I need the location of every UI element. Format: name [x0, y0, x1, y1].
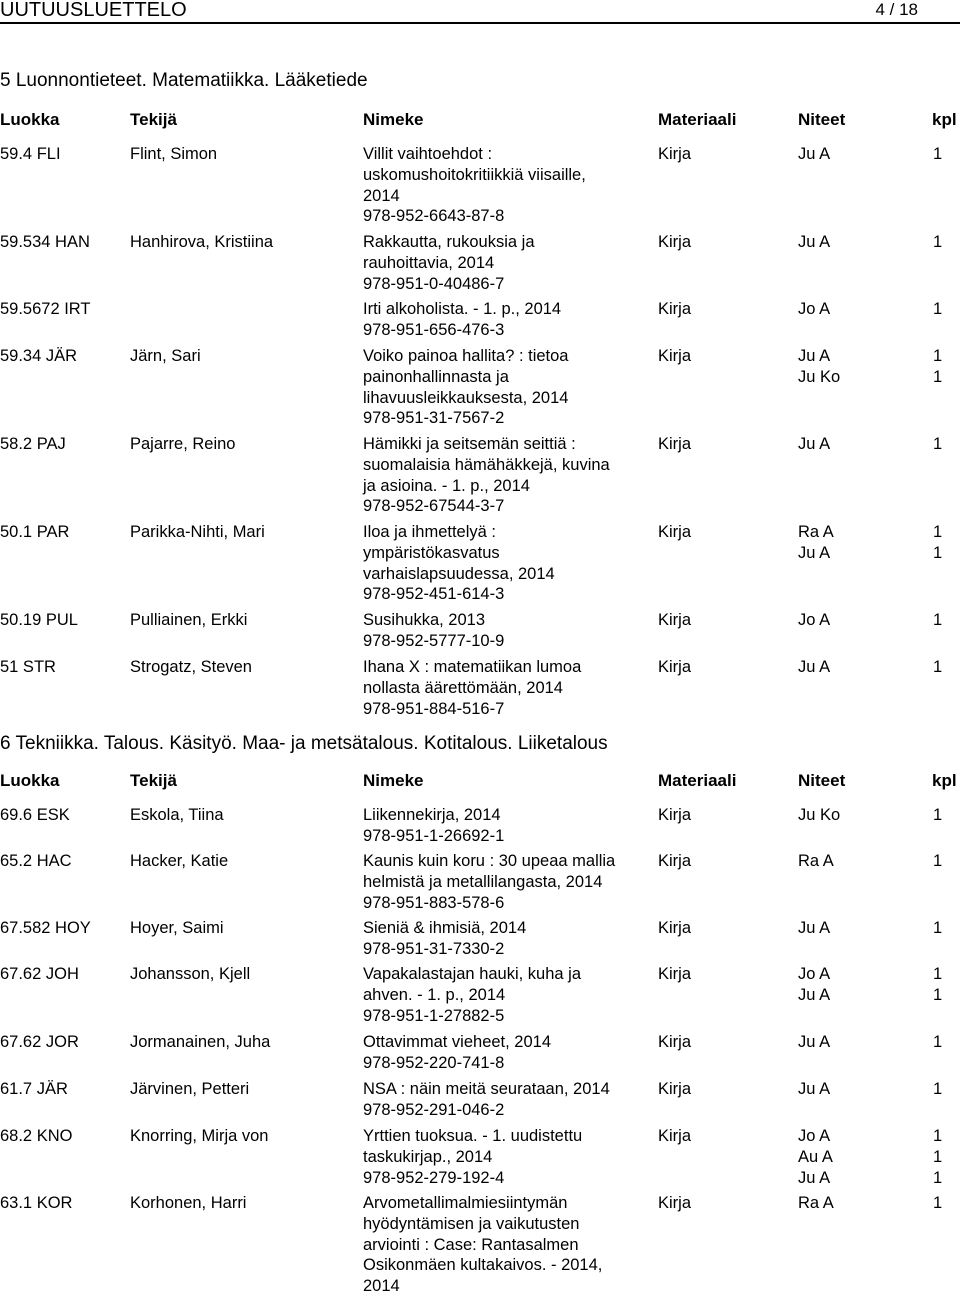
niteet-line: Ra A — [798, 852, 834, 870]
cell-niteet — [798, 851, 868, 872]
nimeke-line: 978-951-1-26692-1 — [363, 826, 505, 845]
nimeke-line: 978-952-67544-3-7 — [363, 497, 505, 516]
nimeke-line: 2014 — [363, 186, 400, 205]
cell-niteet — [798, 299, 868, 320]
table-header — [0, 771, 960, 793]
niteet-line: Ju A — [798, 1033, 831, 1051]
cell-niteet — [798, 522, 868, 564]
cell-kpl — [933, 805, 960, 826]
nimeke-line: 978-951-884-516-7 — [363, 699, 505, 718]
nimeke-line: suomalaisia hämähäkkejä, kuvina — [363, 455, 610, 474]
cell-tekija: Korhonen, Harri — [130, 1194, 247, 1212]
niteet-line: Ra A — [798, 1194, 834, 1212]
niteet-line: Ju A — [798, 985, 831, 1004]
cell-niteet — [798, 346, 868, 388]
nimeke-line: painonhallinnasta ja — [363, 367, 509, 386]
cell-tekija: Knorring, Mirja von — [130, 1127, 269, 1145]
nimeke-line: Sieniä & ihmisiä, 2014 — [363, 919, 527, 937]
niteet-line: Jo A — [798, 965, 831, 983]
cell-nimeke — [363, 232, 648, 294]
nimeke-line: Villit vaihtoehdot : — [363, 145, 493, 163]
cell-luokka: 63.1 KOR — [0, 1194, 73, 1212]
cell-tekija: Eskola, Tiina — [130, 806, 224, 824]
cell-kpl — [933, 1079, 960, 1100]
column-header-niteet: Niteet — [798, 771, 846, 790]
cell-niteet — [798, 805, 868, 826]
kpl-line: 1 — [933, 300, 943, 318]
niteet-line: Ju Ko — [798, 806, 841, 824]
cell-luokka: 59.534 HAN — [0, 233, 90, 251]
cell-tekija: Järvinen, Petteri — [130, 1080, 250, 1098]
cell-materiaali: Kirja — [658, 1194, 692, 1212]
nimeke-line: uskomushoitokritiikkiä viisaille, — [363, 165, 586, 184]
nimeke-line: lihavuusleikkauksesta, 2014 — [363, 388, 569, 407]
nimeke-line: Voiko painoa hallita? : tietoa — [363, 347, 569, 365]
column-header-nimeke: Nimeke — [363, 110, 424, 129]
nimeke-line: Vapakalastajan hauki, kuha ja — [363, 965, 582, 983]
nimeke-line: 978-951-31-7330-2 — [363, 939, 505, 958]
niteet-line: Ju A — [798, 919, 831, 937]
page-number: 4 / 18 — [875, 0, 918, 19]
cell-tekija: Järn, Sari — [130, 347, 201, 365]
cell-kpl — [933, 232, 960, 253]
niteet-line: Ju A — [798, 347, 831, 365]
cell-tekija: Hacker, Katie — [130, 852, 229, 870]
column-header-tekija: Tekijä — [130, 771, 177, 790]
kpl-line: 1 — [933, 233, 943, 251]
kpl-line: 1 — [933, 347, 943, 365]
cell-niteet — [798, 232, 868, 253]
cell-materiaali: Kirja — [658, 347, 692, 365]
nimeke-line: varhaislapsuudessa, 2014 — [363, 564, 555, 583]
cell-niteet — [798, 1032, 868, 1053]
cell-niteet — [798, 1079, 868, 1100]
cell-niteet — [798, 657, 868, 678]
cell-tekija: Pajarre, Reino — [130, 435, 236, 453]
kpl-line: 1 — [933, 543, 943, 562]
cell-kpl — [933, 610, 960, 631]
cell-kpl — [933, 144, 960, 165]
nimeke-line: Kaunis kuin koru : 30 upeaa mallia — [363, 852, 616, 870]
nimeke-line: ja asioina. - 1. p., 2014 — [363, 476, 530, 495]
cell-materiaali: Kirja — [658, 523, 692, 541]
cell-materiaali: Kirja — [658, 233, 692, 251]
kpl-line: 1 — [933, 1147, 943, 1166]
cell-nimeke — [363, 1126, 648, 1188]
cell-nimeke — [363, 144, 648, 227]
cell-kpl — [933, 1032, 960, 1053]
niteet-line: Ju A — [798, 233, 831, 251]
cell-luokka: 67.582 HOY — [0, 919, 91, 937]
kpl-line: 1 — [933, 852, 943, 870]
cell-kpl — [933, 346, 960, 388]
cell-luokka: 61.7 JÄR — [0, 1080, 68, 1098]
kpl-line: 1 — [933, 1168, 943, 1187]
cell-materiaali: Kirja — [658, 300, 692, 318]
cell-materiaali: Kirja — [658, 1127, 692, 1145]
column-header-luokka: Luokka — [0, 771, 60, 790]
nimeke-line: ympäristökasvatus — [363, 543, 500, 562]
cell-tekija: Strogatz, Steven — [130, 658, 252, 676]
cell-luokka: 59.5672 IRT — [0, 300, 91, 318]
kpl-line: 1 — [933, 523, 943, 541]
cell-materiaali: Kirja — [658, 919, 692, 937]
niteet-line: Ju A — [798, 658, 831, 676]
cell-nimeke — [363, 610, 648, 652]
kpl-line: 1 — [933, 965, 943, 983]
section-title: 6 Tekniikka. Talous. Käsityö. Maa- ja metsätalous. Kotitalous. Liiketalous — [0, 733, 608, 754]
cell-materiaali: Kirja — [658, 1033, 692, 1051]
cell-tekija: Jormanainen, Juha — [130, 1033, 271, 1051]
cell-materiaali: Kirja — [658, 965, 692, 983]
kpl-line: 1 — [933, 367, 943, 386]
nimeke-line: helmistä ja metallilangasta, 2014 — [363, 872, 603, 891]
cell-tekija: Parikka-Nihti, Mari — [130, 523, 265, 541]
cell-nimeke — [363, 1193, 648, 1297]
kpl-line: 1 — [933, 435, 943, 453]
nimeke-line: ahven. - 1. p., 2014 — [363, 985, 506, 1004]
cell-nimeke — [363, 1032, 648, 1074]
nimeke-line: Susihukka, 2013 — [363, 611, 486, 629]
cell-materiaali: Kirja — [658, 145, 692, 163]
cell-luokka: 67.62 JOH — [0, 965, 79, 983]
nimeke-line: Rakkautta, rukouksia ja — [363, 233, 535, 251]
nimeke-line: Iloa ja ihmettelyä : — [363, 523, 496, 541]
cell-luokka: 59.4 FLI — [0, 145, 61, 163]
nimeke-line: 978-952-5777-10-9 — [363, 631, 505, 650]
cell-materiaali: Kirja — [658, 806, 692, 824]
cell-niteet — [798, 1126, 868, 1188]
document-title: UUTUUSLUETTELO — [0, 0, 187, 21]
niteet-line: Jo A — [798, 300, 831, 318]
nimeke-line: 978-951-883-578-6 — [363, 893, 505, 912]
nimeke-line: taskukirjap., 2014 — [363, 1147, 493, 1166]
cell-luokka: 59.34 JÄR — [0, 347, 78, 365]
nimeke-line: NSA : näin meitä seurataan, 2014 — [363, 1080, 610, 1098]
kpl-line: 1 — [933, 1080, 943, 1098]
nimeke-line: hyödyntämisen ja vaikutusten — [363, 1214, 580, 1233]
niteet-line: Au A — [798, 1147, 833, 1166]
nimeke-line: 978-951-1-27882-5 — [363, 1006, 505, 1025]
column-header-niteet: Niteet — [798, 110, 846, 129]
cell-luokka: 65.2 HAC — [0, 852, 72, 870]
cell-nimeke — [363, 346, 648, 429]
nimeke-line: Osikonmäen kultakaivos. - 2014, — [363, 1256, 603, 1275]
cell-tekija: Hanhirova, Kristiina — [130, 233, 274, 251]
cell-nimeke — [363, 657, 648, 719]
cell-nimeke — [363, 851, 648, 913]
cell-niteet — [798, 434, 868, 455]
section-title: 5 Luonnontieteet. Matematiikka. Lääketiede — [0, 70, 368, 91]
nimeke-line: Ottavimmat vieheet, 2014 — [363, 1033, 552, 1051]
cell-materiaali: Kirja — [658, 1080, 692, 1098]
nimeke-line: Liikennekirja, 2014 — [363, 806, 501, 824]
kpl-line: 1 — [933, 1127, 943, 1145]
niteet-line: Ju Ko — [798, 367, 841, 386]
nimeke-line: Hämikki ja seitsemän seittiä : — [363, 435, 576, 453]
niteet-line: Jo A — [798, 1127, 831, 1145]
column-header-kpl: kpl — [932, 110, 957, 129]
table-header — [0, 110, 960, 132]
column-header-materiaali: Materiaali — [658, 771, 737, 790]
niteet-line: Ra A — [798, 523, 834, 541]
nimeke-line: Yrttien tuoksua. - 1. uudistettu — [363, 1127, 583, 1145]
cell-tekija: Pulliainen, Erkki — [130, 611, 248, 629]
cell-nimeke — [363, 964, 648, 1026]
nimeke-line: Irti alkoholista. - 1. p., 2014 — [363, 300, 562, 318]
niteet-line: Jo A — [798, 611, 831, 629]
kpl-line: 1 — [933, 145, 943, 163]
cell-luokka: 67.62 JOR — [0, 1033, 79, 1051]
kpl-line: 1 — [933, 1033, 943, 1051]
nimeke-line: 978-952-451-614-3 — [363, 585, 505, 604]
nimeke-line: nollasta äärettömään, 2014 — [363, 678, 563, 697]
kpl-line: 1 — [933, 611, 943, 629]
cell-luokka: 58.2 PAJ — [0, 435, 66, 453]
cell-nimeke — [363, 918, 648, 960]
column-header-materiaali: Materiaali — [658, 110, 737, 129]
cell-niteet — [798, 964, 868, 1006]
cell-kpl — [933, 434, 960, 455]
cell-nimeke — [363, 299, 648, 341]
cell-kpl — [933, 1126, 960, 1188]
column-header-nimeke: Nimeke — [363, 771, 424, 790]
cell-nimeke — [363, 434, 648, 517]
cell-tekija: Johansson, Kjell — [130, 965, 251, 983]
niteet-line: Ju A — [798, 145, 831, 163]
niteet-line: Ju A — [798, 1080, 831, 1098]
cell-nimeke — [363, 522, 648, 605]
cell-kpl — [933, 851, 960, 872]
nimeke-line: 978-952-291-046-2 — [363, 1100, 505, 1119]
cell-luokka: 50.1 PAR — [0, 523, 70, 541]
page-header — [0, 0, 960, 22]
cell-materiaali: Kirja — [658, 852, 692, 870]
cell-materiaali: Kirja — [658, 611, 692, 629]
cell-kpl — [933, 1193, 960, 1214]
kpl-line: 1 — [933, 1194, 943, 1212]
cell-nimeke — [363, 805, 648, 847]
nimeke-line: rauhoittavia, 2014 — [363, 253, 495, 272]
niteet-line: Ju A — [798, 1168, 831, 1187]
nimeke-line: 978-952-6643-87-8 — [363, 207, 505, 226]
kpl-line: 1 — [933, 985, 943, 1004]
niteet-line: Ju A — [798, 435, 831, 453]
nimeke-line: 978-951-0-40486-7 — [363, 274, 505, 293]
column-header-luokka: Luokka — [0, 110, 60, 129]
cell-tekija: Flint, Simon — [130, 145, 218, 163]
cell-niteet — [798, 610, 868, 631]
cell-materiaali: Kirja — [658, 658, 692, 676]
cell-luokka: 69.6 ESK — [0, 806, 70, 824]
nimeke-line: 978-951-656-476-3 — [363, 320, 505, 339]
cell-tekija: Hoyer, Saimi — [130, 919, 224, 937]
nimeke-line: Ihana X : matematiikan lumoa — [363, 658, 582, 676]
nimeke-line: Arvometallimalmiesiintymän — [363, 1194, 568, 1212]
nimeke-line: arviointi : Case: Rantasalmen — [363, 1235, 579, 1254]
cell-kpl — [933, 522, 960, 564]
nimeke-line: 978-952-220-741-8 — [363, 1053, 505, 1072]
cell-kpl — [933, 918, 960, 939]
kpl-line: 1 — [933, 806, 943, 824]
cell-nimeke — [363, 1079, 648, 1121]
cell-luokka: 51 STR — [0, 658, 56, 676]
cell-kpl — [933, 657, 960, 678]
header-rule — [0, 22, 960, 24]
niteet-line: Ju A — [798, 543, 831, 562]
cell-niteet — [798, 1193, 868, 1214]
cell-luokka: 50.19 PUL — [0, 611, 78, 629]
kpl-line: 1 — [933, 658, 943, 676]
kpl-line: 1 — [933, 919, 943, 937]
cell-niteet — [798, 144, 868, 165]
cell-luokka: 68.2 KNO — [0, 1127, 73, 1145]
nimeke-line: 978-951-31-7567-2 — [363, 409, 505, 428]
cell-kpl — [933, 299, 960, 320]
nimeke-line: 2014 — [363, 1277, 400, 1296]
column-header-kpl: kpl — [932, 771, 957, 790]
column-header-tekija: Tekijä — [130, 110, 177, 129]
cell-kpl — [933, 964, 960, 1006]
cell-materiaali: Kirja — [658, 435, 692, 453]
nimeke-line: 978-952-279-192-4 — [363, 1168, 505, 1187]
cell-niteet — [798, 918, 868, 939]
